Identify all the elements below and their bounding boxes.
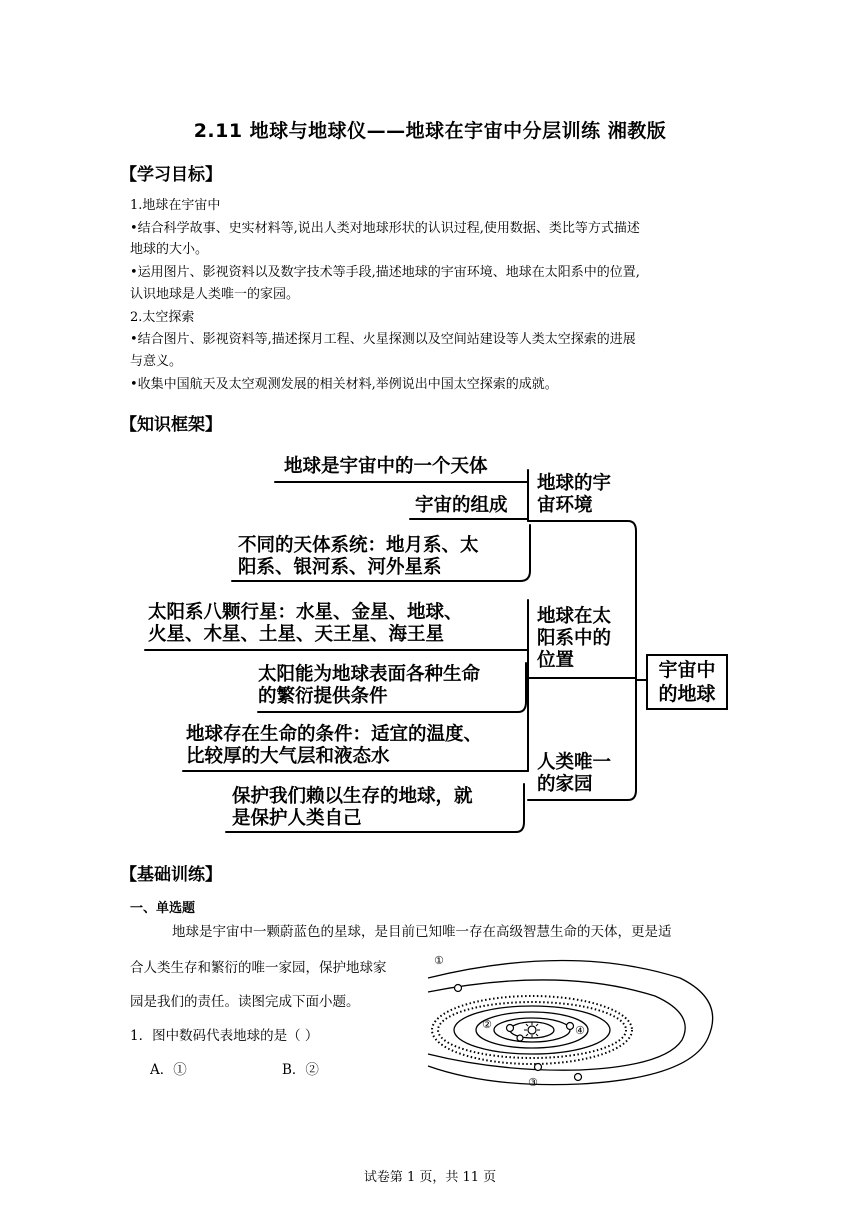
intro-line: 园是我们的责任。读图完成下面小题。	[130, 994, 360, 1010]
objective-line: •收集中国航天及太空观测发展的相关材料,举例说出中国太空探索的成就。	[130, 377, 558, 392]
objective-line: 地球的大小。	[130, 242, 209, 257]
label-3: ③	[528, 1076, 538, 1089]
page-footer: 试卷第 1 页，共 11 页	[363, 1170, 497, 1185]
framework-leaf: 地球是宇宙中的一个天体	[284, 456, 488, 477]
objective-line: 1.地球在宇宙中	[130, 198, 221, 213]
training-subheading: 一、单选题	[130, 901, 196, 916]
framework-leaf: 宇宙的组成	[415, 495, 508, 516]
framework-leaf: 不同的天体系统：地月系、太 阳系、银河系、河外星系	[238, 535, 479, 578]
framework-branch: 人类唯一 的家园	[537, 752, 612, 795]
sun-icon	[524, 1022, 540, 1038]
objective-line: •结合科学故事、史实材料等,说出人类对地球形状的认识过程,使用数据、类比等方式描述	[130, 221, 640, 236]
intro-line: 合人类生存和繁衍的唯一家园，保护地球家	[130, 960, 387, 976]
option-a[interactable]: A．①	[150, 1062, 187, 1078]
label-1: ①	[434, 954, 444, 967]
question-stem: 1．图中数码代表地球的是（ ）	[130, 1028, 319, 1044]
training-heading: 【基础训练】	[120, 865, 222, 885]
framework-branch: 地球在太 阳系中的 位置	[537, 606, 612, 671]
framework-leaf: 太阳系八颗行星：水星、金星、地球、 火星、木星、土星、天王星、海王星	[148, 602, 463, 645]
intro-line: 地球是宇宙中一颗蔚蓝色的星球，是目前已知唯一存在高级智慧生命的天体，更是适	[172, 924, 672, 940]
label-4: ④	[575, 1024, 585, 1037]
framework-branch: 地球的宇 宙环境	[537, 473, 612, 516]
objective-line: 认识地球是人类唯一的家园。	[130, 287, 300, 302]
option-b[interactable]: B．②	[282, 1062, 319, 1078]
solar-system-figure	[420, 948, 720, 1108]
label-2: ②	[482, 1018, 492, 1031]
framework-root: 宇宙中 的地球	[646, 654, 728, 710]
page-title: 2.11 地球与地球仪——地球在宇宙中分层训练 湘教版	[193, 120, 667, 142]
framework-heading: 【知识框架】	[120, 415, 222, 435]
framework-leaf: 保护我们赖以生存的地球，就 是保护人类自己	[232, 786, 473, 829]
framework-leaf: 太阳能为地球表面各种生命 的繁衍提供条件	[258, 664, 481, 707]
objective-line: •运用图片、影视资料以及数字技术等手段,描述地球的宇宙环境、地球在太阳系中的位置,	[130, 265, 640, 280]
objective-line: 2.太空探索	[130, 310, 195, 325]
framework-leaf: 地球存在生命的条件：适宜的温度、 比较厚的大气层和液态水	[186, 724, 483, 767]
objective-line: •结合图片、影视资料等,描述探月工程、火星探测以及空间站建设等人类太空探索的进展	[130, 332, 636, 347]
objectives-heading: 【学习目标】	[120, 165, 222, 185]
objective-line: 与意义。	[130, 354, 183, 369]
